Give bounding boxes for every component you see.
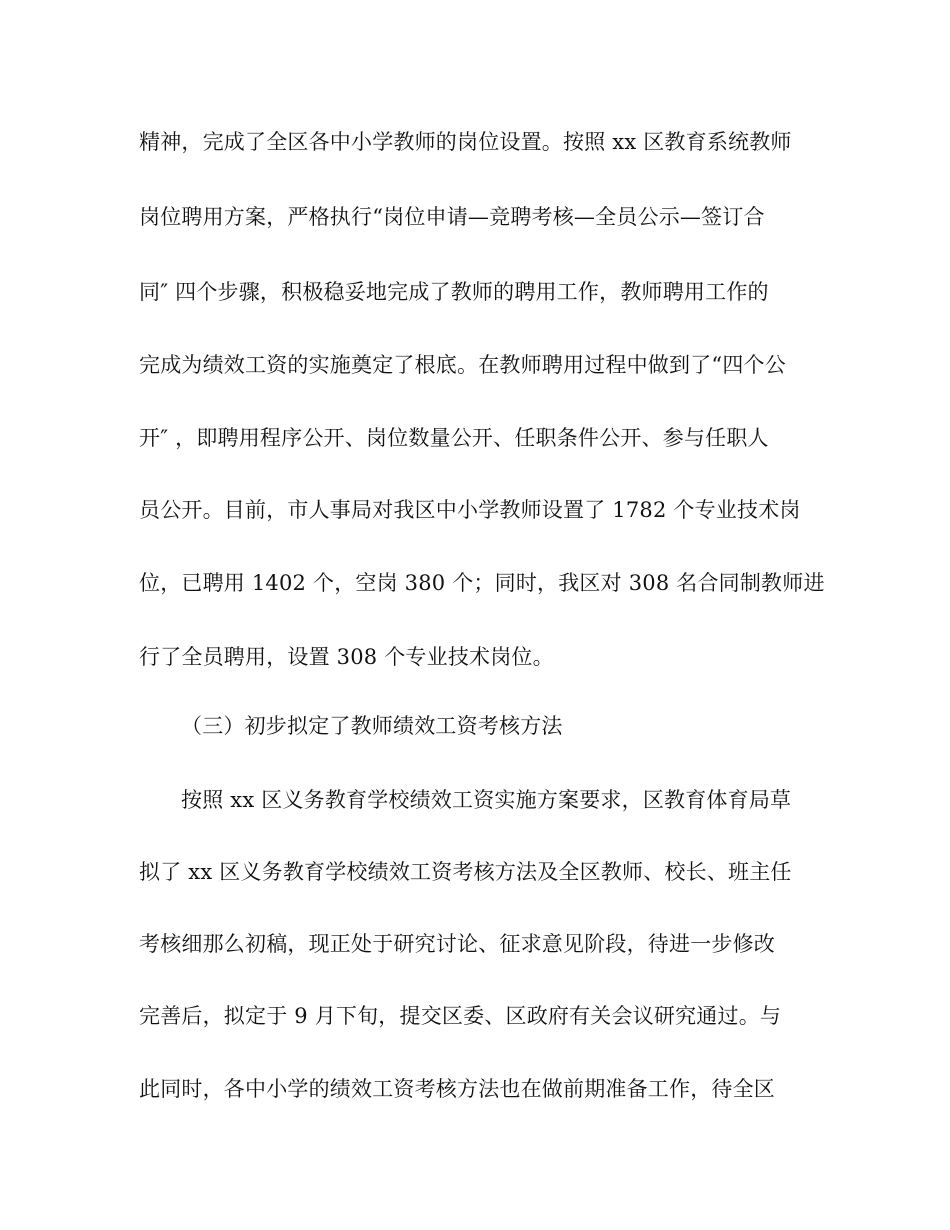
- section-heading: （三）初步拟定了教师绩效工资考核方法: [181, 714, 563, 738]
- paragraph-line: 岗位聘用方案，严格执行“岗位申请—竞聘考核—全员公示—签订合: [139, 205, 765, 229]
- paragraph-line: 此同时，各中小学的绩效工资考核方法也在做前期准备工作，待全区: [139, 1077, 775, 1101]
- paragraph-line: 拟了 xx 区义务教育学校绩效工资考核方法及全区教师、校长、班主任: [139, 860, 792, 884]
- paragraph-line: 完成为绩效工资的实施奠定了根底。在教师聘用过程中做到了“四个公: [139, 353, 786, 377]
- paragraph-line: 开″ ，即聘用程序公开、岗位数量公开、任职条件公开、参与任职人: [139, 426, 769, 450]
- paragraph-line: 员公开。目前，市人事局对我区中小学教师设置了 1782 个专业技术岗: [139, 498, 801, 522]
- paragraph-line: 考核细那么初稿，现正处于研究讨论、征求意见阶段，待进一步修改: [139, 932, 775, 956]
- paragraph-line: 精神，完成了全区各中小学教师的岗位设置。按照 xx 区教育系统教师: [139, 130, 792, 154]
- paragraph-line: 按照 xx 区义务教育学校绩效工资实施方案要求，区教育体育局草: [181, 788, 792, 812]
- paragraph-line: 行了全员聘用，设置 308 个专业技术岗位。: [139, 645, 554, 669]
- paragraph-line: 完善后，拟定于 9 月下旬，提交区委、区政府有关会议研究通过。与: [139, 1004, 782, 1028]
- paragraph-line: 同″ 四个步骤，积极稳妥地完成了教师的聘用工作，教师聘用工作的: [139, 280, 769, 304]
- paragraph-line: 位，已聘用 1402 个，空岗 380 个；同时，我区对 308 名合同制教师进: [139, 571, 825, 595]
